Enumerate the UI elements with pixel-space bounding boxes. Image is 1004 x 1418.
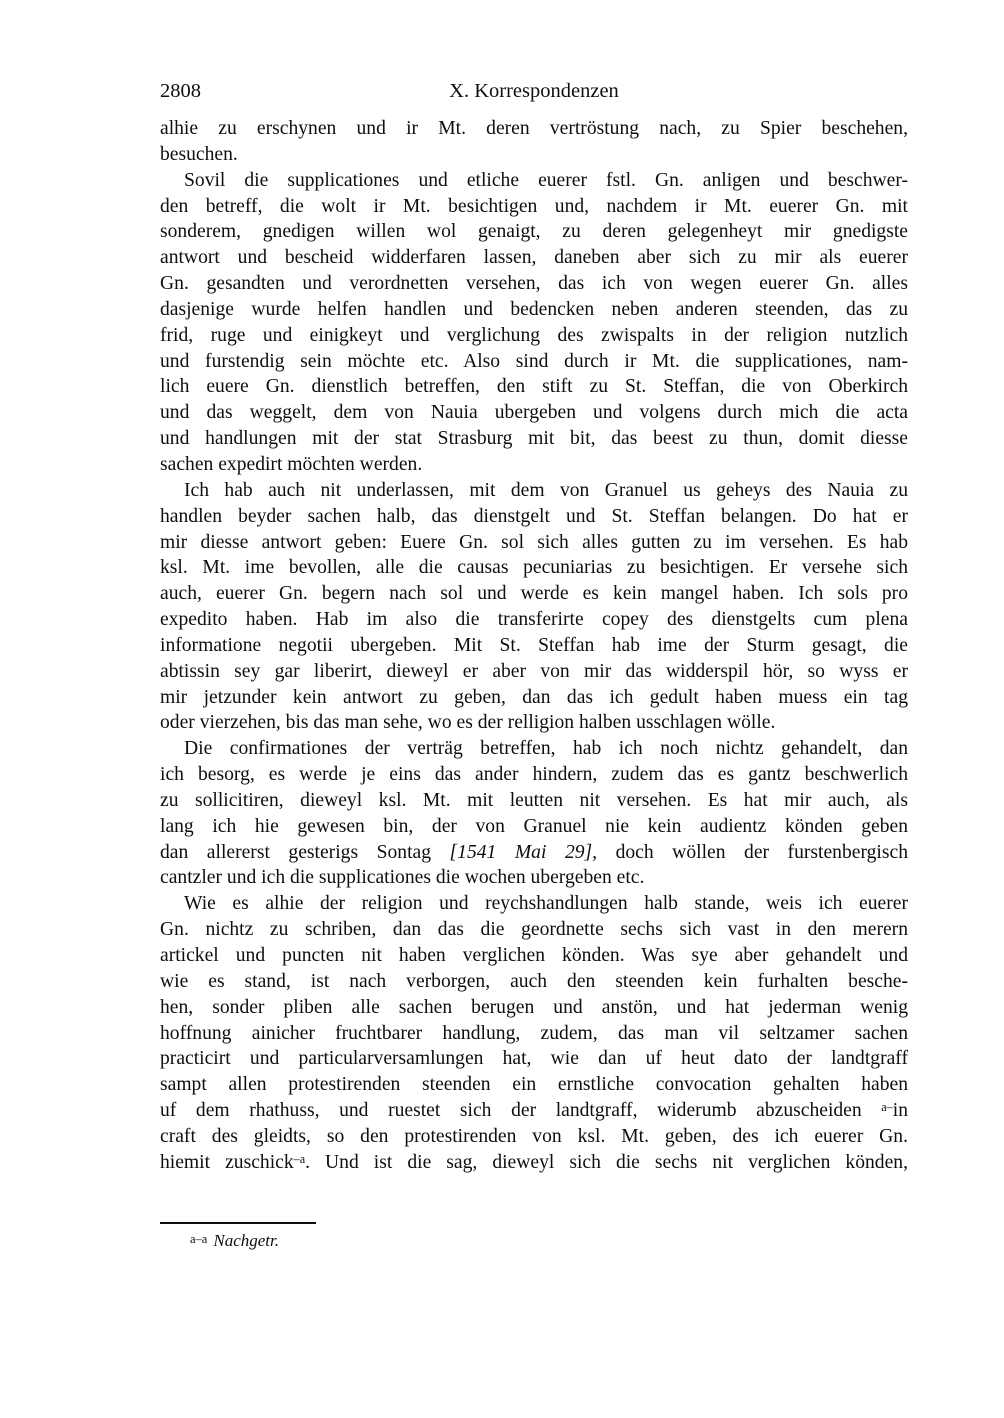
variant-note-superscript: a–	[881, 1100, 893, 1115]
text-line	[160, 452, 908, 478]
text-segment: oder vierzehen, bis das man sehe, wo es der relligion halben usschlagen wölle.	[160, 712, 776, 734]
text-line	[160, 865, 908, 891]
text-line	[160, 349, 908, 375]
text-segment: hiemit zuschick	[160, 1151, 294, 1173]
text-segment: antwort und bescheid widderfaren lassen, daneben aber sich zu mir als euerer	[160, 247, 908, 269]
text-line	[160, 736, 908, 762]
text-line	[160, 1098, 908, 1124]
text-segment: Gn. nichtz zu schriben, dan das die geordnette sechs sich vast in den merern	[160, 919, 908, 941]
text-segment: dan allererst gesterigs Sontag	[160, 841, 450, 863]
text-segment: auch, euerer Gn. begern nach sol und werde es kein mangel haben. Ich sols pro	[160, 583, 908, 605]
text-line	[160, 1021, 908, 1047]
text-line	[160, 891, 908, 917]
text-segment: mir jetzunder kein antwort zu geben, dan das ich gedult haben muess ein tag	[160, 686, 908, 708]
text-line	[160, 426, 908, 452]
text-line	[160, 840, 908, 866]
text-segment: in	[892, 1100, 908, 1122]
text-segment: mir diesse antwort geben: Euere Gn. sol sich alles gutten zu im versehen. Es hab	[160, 531, 908, 553]
text-segment: Die confirmationes der verträg betreffen, hab ich noch nichtz gehandelt, dan	[184, 738, 908, 760]
text-segment: cantzler und ich die supplicationes die wochen ubergeben etc.	[160, 867, 645, 889]
text-line	[160, 659, 908, 685]
text-line	[160, 1072, 908, 1098]
footnote-marker: a–a	[190, 1231, 208, 1246]
text-line	[160, 685, 908, 711]
text-segment: ksl. Mt. ime bevollen, alle die causas pecuniarias zu besichtigen. Er versehe sich	[160, 557, 908, 579]
text-segment: Ich hab auch nit underlassen, mit dem von Granuel us geheys des Nauia zu	[184, 479, 908, 501]
text-line	[160, 633, 908, 659]
text-segment: Wie es alhie der religion und reychshandlungen halb stande, weis ich euerer	[184, 893, 908, 915]
running-title: X. Korrespondenzen	[449, 80, 619, 102]
text-segment: artickel und puncten nit haben verglichen könden. Was sye aber gehandelt und	[160, 945, 908, 966]
text-segment: wie es stand, ist nach verborgen, auch den steenden kein furhalten besche-	[160, 970, 908, 992]
text-segment: und das weggelt, dem von Nauia ubergeben und volgens durch mich die acta	[160, 402, 908, 424]
text-segment: besuchen.	[160, 143, 238, 165]
text-segment: doch wöllen der furstenbergisch	[597, 841, 908, 863]
text-line	[160, 1046, 908, 1072]
text-segment: expedito haben. Hab im also die transferirte copey des dienstgelts cum plena	[160, 609, 908, 631]
text-segment: lang ich hie gewesen bin, der von Granuel nie kein audientz könden geben	[160, 815, 908, 837]
footnote-rule	[160, 1222, 316, 1224]
text-line	[160, 943, 908, 969]
text-line	[160, 271, 908, 297]
text-segment: frid, ruge und einigkeyt und verglichung des zwispalts in der religion nutzlich	[160, 324, 908, 346]
text-line	[160, 142, 908, 168]
text-line	[160, 245, 908, 271]
text-segment: sonderem, gnedigen willen wol genaigt, zu deren gelegenheyt mir gnedigste	[160, 221, 908, 243]
text-line	[160, 814, 908, 840]
letter-body-text	[160, 116, 908, 1176]
text-segment: und handlungen mit der stat Strasburg mit bit, das beest zu thun, domit diesse	[160, 428, 908, 450]
text-line	[160, 323, 908, 349]
page-header	[160, 80, 908, 106]
text-segment: Gn. gesandten und verordnetten versehen, das ich von wegen euerer Gn. alles	[160, 273, 908, 295]
text-segment: [1541 Mai 29],	[449, 841, 598, 863]
text-line	[160, 969, 908, 995]
text-segment: informatione negotii ubergeben. Mit St. Steffan hab ime der Sturm gesagt, die	[160, 634, 908, 656]
text-segment: uf dem rhathuss, und ruestet sich der landtgraff, widerumb abzuscheiden	[160, 1100, 882, 1122]
text-segment: sachen expedirt möchten werden.	[160, 453, 423, 475]
text-line	[160, 168, 908, 194]
text-line	[160, 374, 908, 400]
text-line	[160, 1124, 908, 1150]
text-line	[160, 607, 908, 633]
text-segment: alhie zu erschynen und ir Mt. deren vertröstung nach, zu Spier beschehen,	[160, 118, 908, 139]
text-line	[160, 530, 908, 556]
text-line	[160, 1150, 908, 1176]
text-segment: lich euere Gn. dienstlich betreffen, den stift zu St. Steffan, die von Oberkirch	[160, 376, 908, 398]
footnote	[160, 1231, 908, 1251]
variant-note-superscript: –a	[293, 1151, 306, 1166]
text-segment: dasjenige wurde helfen handlen und bedencken neben anderen steenden, das zu	[160, 298, 908, 320]
text-line	[160, 762, 908, 788]
text-line	[160, 581, 908, 607]
footnote-text: Nachgetr.	[213, 1230, 279, 1250]
text-line	[160, 194, 908, 220]
text-segment: zu sollicitiren, dieweyl ksl. Mt. mit leutten nit versehen. Es hat mir auch, als	[160, 789, 908, 811]
page-number: 2808	[160, 80, 201, 102]
text-segment: hen, sonder pliben alle sachen berugen und anstön, und hat jederman wenig	[160, 996, 908, 1018]
text-segment: abtissin sey gar liberirt, dieweyl er aber von mir das widderspil hör, so wyss er	[160, 660, 908, 682]
text-line	[160, 710, 908, 736]
text-segment: den betreff, die wolt ir Mt. besichtigen und, nachdem ir Mt. euerer Gn. mit	[160, 195, 908, 217]
text-segment: Sovil die supplicationes und etliche euerer fstl. Gn. anligen und beschwer-	[184, 169, 908, 191]
text-line	[160, 995, 908, 1021]
text-line	[160, 297, 908, 323]
text-segment: hoffnung ainicher fruchtbarer handlung, zudem, das man vil seltzamer sachen	[160, 1022, 908, 1044]
text-line	[160, 504, 908, 530]
text-line	[160, 116, 908, 142]
text-segment: handlen beyder sachen halb, das dienstgelt und St. Steffan belangen. Do hat er	[160, 505, 908, 527]
text-segment: practicirt und particularversamlungen hat, wie dan uf heut dato der landtgraff	[160, 1048, 908, 1070]
text-segment: sampt allen protestirenden steenden ein ernstliche convocation gehalten haben	[160, 1074, 908, 1096]
text-line	[160, 400, 908, 426]
text-line	[160, 788, 908, 814]
text-line	[160, 917, 908, 943]
text-segment: ich besorg, es werde je eins das ander hindern, zudem das es gantz beschwerlich	[160, 764, 908, 786]
text-line	[160, 219, 908, 245]
footnote-area	[160, 1222, 908, 1251]
text-line	[160, 478, 908, 504]
text-segment: craft des gleidts, so den protestirenden von ksl. Mt. geben, des ich euerer Gn.	[160, 1125, 908, 1147]
text-segment: . Und ist die sag, dieweyl sich die sechs nit verglichen könden,	[305, 1151, 908, 1173]
text-segment: und furstendig sein möchte etc. Also sind durch ir Mt. die supplicationes, nam-	[160, 350, 908, 372]
text-line	[160, 555, 908, 581]
